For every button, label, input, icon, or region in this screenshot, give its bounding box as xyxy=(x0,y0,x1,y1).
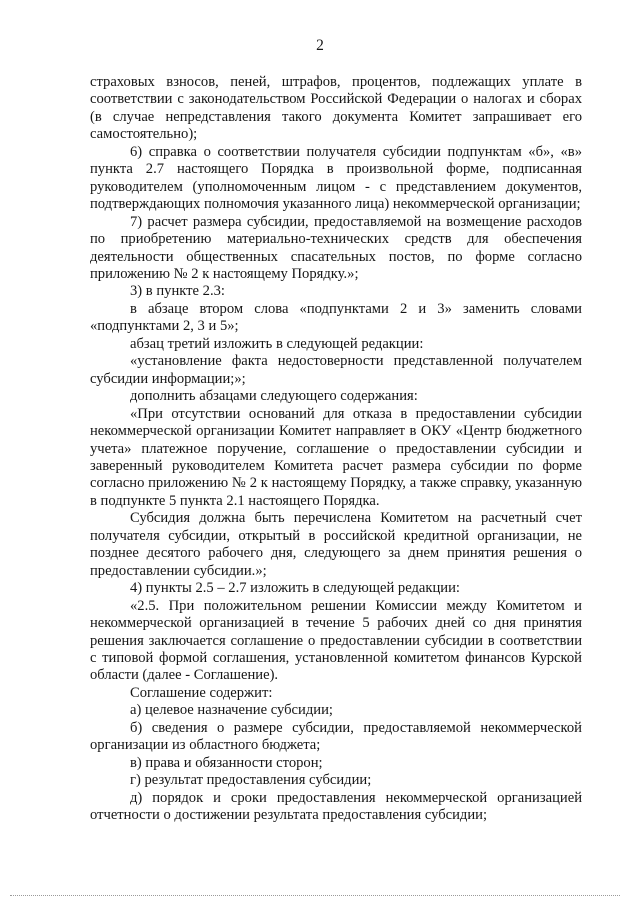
paragraph: Субсидия должна быть перечислена Комитетом на расчетный счет получателя субсидии, открытый в российской кредитной организации, не позднее десятого рабочего дня, следующего за днем принятия решения о предоставлении субсидии.»; xyxy=(90,510,582,579)
paragraph: Соглашение содержит: xyxy=(130,684,273,701)
paragraph: а) целевое назначение субсидии; xyxy=(130,702,333,719)
paragraph: «2.5. При положительном решении Комиссии между Комитетом и некоммерческой организацией в течение 5 рабочих дней со дня принятия решения заключается соглашение о предоставлении субсидии в соответствии с типовой формой соглашения, установленной комитетом финансов Курской области (далее - Соглашение). xyxy=(90,597,582,684)
paragraph: 4) пункты 2.5 – 2.7 изложить в следующей редакции: xyxy=(130,580,460,597)
paragraph: 6) справка о соответствии получателя субсидии подпунктам «б», «в» пункта 2.7 настоящего Порядка в произвольной форме, подписанная руководителем (уполномоченным лицом - с представлением документов, подтверждающих полномочия указанного лица) некоммерческой организации; xyxy=(90,143,582,213)
document-body xyxy=(90,74,582,824)
paragraph: страховых взносов, пеней, штрафов, процентов, подлежащих уплате в соответствии с законодательством Российской Федерации о налогах и сборах (в случае непредставления такого документа Комитет запрашивает его самостоятельно); xyxy=(90,74,582,143)
paragraph: абзац третий изложить в следующей редакции: xyxy=(130,335,424,352)
paragraph: 3) в пункте 2.3: xyxy=(130,283,225,300)
paragraph: д) порядок и сроки предоставления некоммерческой организацией отчетности о достижении результата предоставления субсидии; xyxy=(90,789,582,824)
paragraph: 7) расчет размера субсидии, предоставляемой на возмещение расходов по приобретению материально-технических средств для обеспечения деятельности общественных спасательных постов, по форме согласно приложению № 2 к настоящему Порядку.»; xyxy=(90,213,582,282)
page-number: 2 xyxy=(316,37,324,54)
paragraph: «установление факта недостоверности представленной получателем субсидии информации;»; xyxy=(90,353,582,387)
paragraph: г) результат предоставления субсидии; xyxy=(130,772,372,789)
paragraph: «При отсутствии оснований для отказа в предоставлении субсидии некоммерческой организации Комитет направляет в ОКУ «Центр бюджетного учета» платежное поручение, соглашение о предоставлении субсидии и заверенный руководителем Комитета расчет размера субсидии по форме согласно приложению № 2 к настоящему Порядку, а также справку, указанную в подпункте 5 пункта 2.1 настоящего Порядка. xyxy=(90,405,582,509)
paragraph: дополнить абзацами следующего содержания: xyxy=(130,388,418,405)
paragraph: б) сведения о размере субсидии, предоставляемой некоммерческой организации из областного бюджета; xyxy=(90,719,582,754)
paragraph: в) права и обязанности сторон; xyxy=(130,754,323,771)
scan-edge-divider xyxy=(10,895,620,896)
paragraph: в абзаце втором слова «подпунктами 2 и 3» заменить словами «подпунктами 2, 3 и 5»; xyxy=(90,300,582,335)
